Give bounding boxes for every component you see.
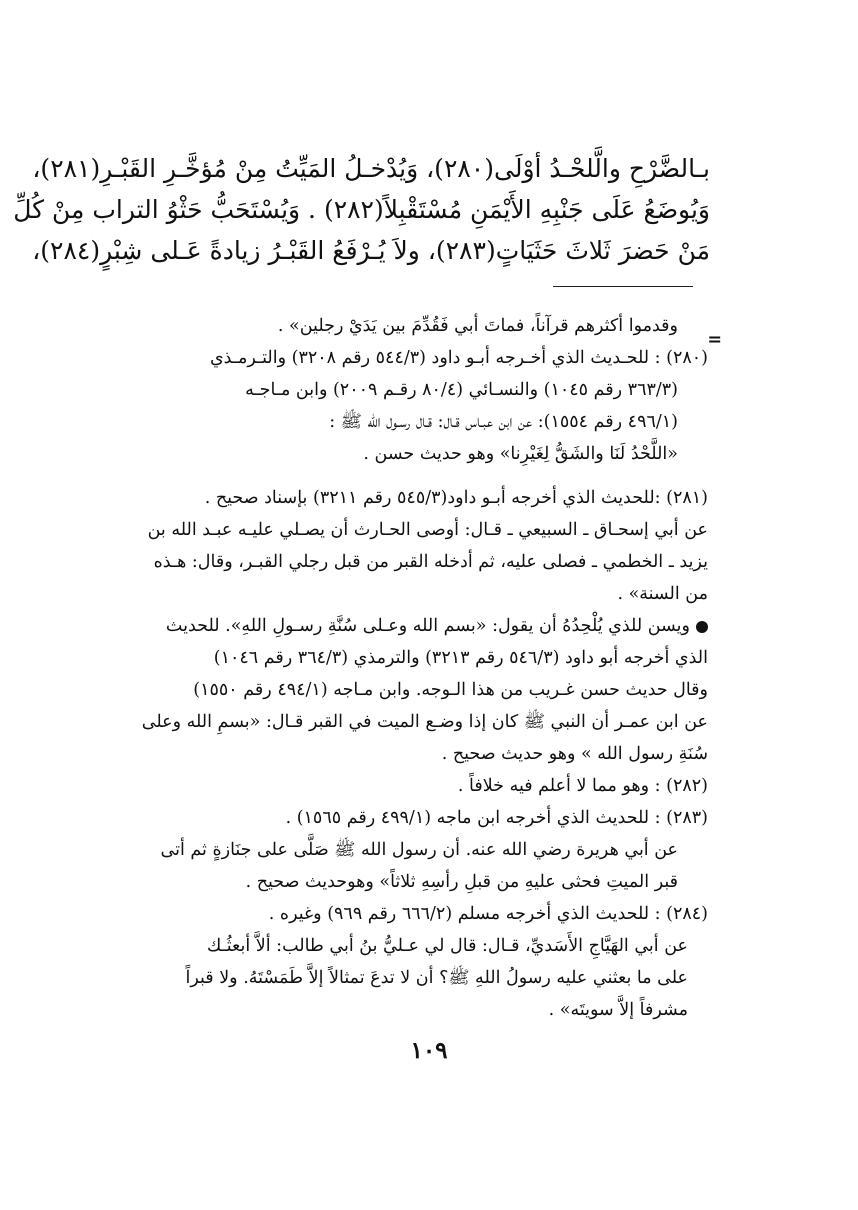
footnote-281: (٢٨١) :للحديث الذي أخرجه أبـو داود(٥٤٥/٣ رقم ٣٢١١) بإسناد صحيح . [204,488,708,508]
continuation-mark: = [707,330,722,350]
footnote-283: (٢٨٣) : للحديث الذي أخرجه ابن ماجه (٤٩٩/١ رقم ١٥٦٥) . [285,808,708,828]
footnote-283-line: قبر الميتِ فحثى عليهِ من قبلِ رأسِهِ ثلاثاً» وهوحديث صحيح . [245,872,678,892]
footnote-bullet-line: سُنَةِ رسول الله » وهو حديث صحيح . [441,744,708,764]
footnote-284-line: مشرفاً إلاَّ سويتَه» . [548,1000,688,1020]
main-text [13,148,710,271]
footnote-bullet-line: عن ابن عمـر أن النبي ﷺ كان إذا وضـع الميت في القبر قـال: «بسمِ الله وعلى [141,712,708,732]
footnote-280: (٢٨٠) : للحـديث الذي أخـرجه أبـو داود (٥٤٤/٣ رقم ٣٢٠٨) والتـرمـذي [209,348,708,368]
footnote-284-line: على ما بعثني عليه رسولُ اللهِ ﷺ؟ أن لا تدعَ تمثالاً إلاَّ طَمَسْتَهُ. ولا قبراً [185,968,688,988]
footnote-continuation: وقدموا أكثرهم قرآناً، فماتَ أبي فَقُدِّمَ بين يَدَيْ رجلين» . [277,316,678,336]
footnote-281-line: عن أبي إسحـاق ـ السبيعي ـ قـال: أوصى الحـارث أن يصـلي عليـه عبـد الله بن [147,520,708,540]
footnote-281-line: يزيد ـ الخطمي ـ فصلى عليه، ثم أدخله القبر من قبل رجلي القبـر، وقال: هـذه [153,552,708,572]
footnote-284-line: عن أبي الهَيَّاجِ الأَسَديِّ، قـال: قال لي عـليُّ بنُ أبي طالب: ألاَّ أبعثُـك [206,936,688,956]
page-number: ١٠٩ [410,1037,448,1064]
footnote-282: (٢٨٢) : وهو مما لا أعلم فيه خلافاً . [457,776,708,796]
footnote-284: (٢٨٤) : للحديث الذي أخرجه مسلم (٦٦٦/٢ رقم ٩٦٩) وغيره . [268,904,708,924]
footnote-280-line: «اللَّحْدُ لَنَا والشَقُّ لِغَيْرِنا» وهو حديث حسن . [363,444,678,464]
footnote-bullet-line: وقال حديث حسن غـريب من هذا الـوجه. وابن مـاجه (٤٩٤/١ رقم ١٥٥٠) [193,680,708,700]
footnote-bullet-line: الذي أخرجه أبو داود (٥٤٦/٣ رقم ٣٢١٣) والترمذي (٣٦٤/٣ رقم ١٠٤٦) [213,648,708,668]
footnote-bullet-line: ويسن للذي يُلْحِدُهُ أن يقول: «بسم الله وعـلى سُنَّةِ رسـولِ اللهِ». للحديث [150,610,708,642]
footnote-280-line: (٤٩٦/١ رقم ١٥٥٤): عن ابن عبـاس قـال: قـال رسـول الله ﷺ : [329,412,678,432]
footnote-281-line: من السنة» . [617,584,708,604]
footnote-280-line: (٣٦٣/٣ رقم ١٠٤٥) والنسـائي (٨٠/٤ رقـم ٢٠٠٩) وابن مـاجـه [245,380,678,400]
main-text-line: وَيُوضَعُ عَلَى جَنْبِهِ الأَيْمَنِ مُسْتَقْبِلاً(٢٨٢) . وَيُسْتَحَبُّ حَثْوُ التراب مِنْ كُلِّ [13,195,710,224]
bullet-icon [696,621,708,633]
footnotes [141,310,722,1026]
footnote-separator [553,286,693,287]
main-text-line: بـالضَّرْحِ والَّلحْـدُ أوْلَى(٢٨٠)، وَيُدْخـلُ المَيِّتُ مِنْ مُؤخَّـرِ القَبْـرِ(٢٨١)، [32,154,710,183]
main-text-line: مَنْ حَضرَ ثَلاثَ حَثَيَاتٍ(٢٨٣)، ولاَ يُـرْفَعُ القَبْـرُ زيادةً عَـلى شِبْرٍ(٢٨٤)، [32,236,710,265]
footnote-283-line: عن أبي هريرة رضي الله عنه. أن رسول الله ﷺ صَلَّى على جنَازةٍ ثم أتى [160,840,678,860]
